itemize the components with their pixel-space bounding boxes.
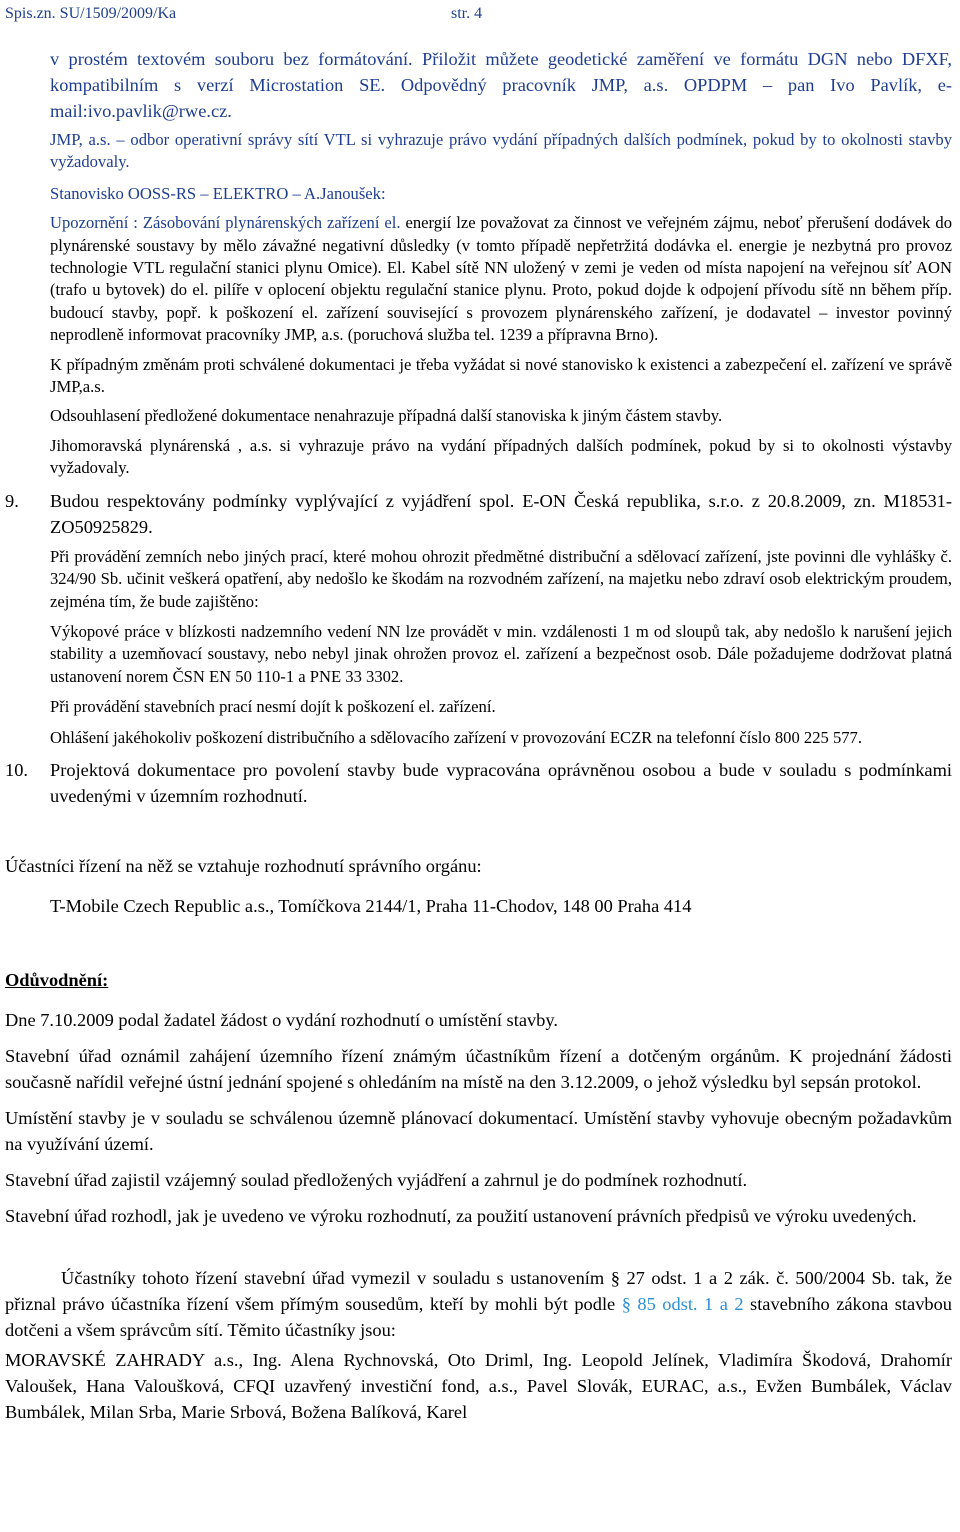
zmeny-paragraph: K případným změnám proti schválené dokumentaci je třeba vyžádat si nové stanovisko k existenci a zabezpečení el. zařízení ve správě JMP,a.s. (50, 354, 952, 397)
oduvodneni-paragraph: Umístění stavby je v souladu se schválenou územně plánovací dokumentací. Umístění stavby vyhovuje obecným požadavkům na využívání území. (5, 1107, 952, 1154)
oduvodneni-paragraph: Stavební úřad rozhodl, jak je uvedeno ve výroku rozhodnutí, za použití ustanovení právních předpisů ve výroku uvedených. (5, 1205, 917, 1226)
oduvodneni-heading: Odůvodnění: (5, 969, 109, 990)
item9-paragraph: Ohlášení jakéhokoliv poškození distribučního a sdělovacího zařízení v provozování ECZR na telefonní číslo 800 225 577. (50, 727, 862, 747)
list-item-9 (5, 488, 952, 540)
ucastnik-entry: T-Mobile Czech Republic a.s., Tomíčkova 2144/1, Praha 11-Chodov, 148 00 Praha 414 (50, 895, 692, 916)
upozorneni-text: energií lze považovat za činnost ve veřejném zájmu, neboť přerušení dodávek do plynárenské soustavy by mělo závažné negativní důsledky (v tomto případě nepřetržitá dodávka el. energie je nezbytná pro provoz technologie VTL regulační stanici plynu Omice). El. Kabel sítě NN uložený v zemi je veden od místa napojení na veřejnou síť AON (trafo u bytovek) do el. pilíře v oplocení objektu regulační stanice plynu. Proto, pokud dojde k odpojení přívodu sítě nn během příp. budoucí stavby, popř. k poškození el. zařízení související s provozem plynárenského zařízení, je dodavatel – investor povinný neprodleně informovat pracovníky JMP, a.s. (poruchová služba tel. 1239 a přípravna Brno). (50, 213, 953, 345)
item-text: Projektová dokumentace pro povolení stavby bude vypracována oprávněnou osobou a bude v souladu s podmínkami uvedenými v územním rozhodnutí. (50, 759, 952, 806)
odsouhlaseni-paragraph: Odsouhlasení předložené dokumentace nenahrazuje případná další stanoviska k jiným částem stavby. (50, 406, 723, 426)
jmp-paragraph: JMP, a.s. – odbor operativní správy sítí VTL si vyhrazuje právo vydání případných dalších podmínek, pokud by to okolnosti stavby vyžadovaly. (50, 130, 952, 172)
stanovisko-label: Stanovisko OOSS-RS – ELEKTRO – A.Janoušek: (50, 183, 386, 203)
oduvodneni-paragraph: Stavební úřad zajistil vzájemný soulad předložených vyjádření a zahrnul je do podmínek rozhodnutí. (5, 1169, 748, 1190)
ucastniky-paragraph (5, 1265, 952, 1343)
names-paragraph: MORAVSKÉ ZAHRADY a.s., Ing. Alena Rychnovská, Oto Driml, Ing. Leopold Jelínek, Vladimíra Škodová, Drahomír Valoušek, Hana Valoušková, CFQI uzavřený investiční fond, a.s., Pavel Slovák, EURAC, a.s., Evžen Bumbálek, Václav Bumbálek, Milan Srba, Marie Srbová, Božena Balíková, Karel (5, 1349, 952, 1422)
item-text: Budou respektovány podmínky vyplývající z vyjádření spol. E-ON Česká republika, s.r.o. z 20.8.2009, zn. M18531-ZO50925829. (50, 490, 952, 537)
oduvodneni-paragraph: Stavební úřad oznámil zahájení územního řízení známým účastníkům řízení a dotčeným orgánům. K projednání žádosti současně nařídil veřejné ústní jednání spojené s ohledáním na místě na den 3.12.2009, o jehož výsledku byl sepsán protokol. (5, 1045, 952, 1092)
item9-paragraph: Výkopové práce v blízkosti nadzemního vedení NN lze provádět v min. vzdálenosti 1 m od sloupů tak, aby nedošlo k narušení jejich stability a uzemňovací soustavy, nebo nebyl jinak ohrožen provoz el. zařízení a bezpečnost osob. Dále požadujeme dodržovat platná ustanovení norem ČSN EN 50 110-1 a PNE 33 3302. (50, 621, 952, 686)
ucastniky-text: Účastníky tohoto řízení stavební úřad vymezil v souladu s ustanovením § 27 odst. 1 a 2 zák. č. 500/2004 Sb. tak, že přiznal právo účastníka řízení všem přímým sousedům, kteří by mohli být podle (5, 1267, 952, 1314)
list-item-10 (5, 757, 952, 809)
item-number: 10. (5, 759, 28, 780)
intro-paragraph: v prostém textovém souboru bez formátování. Přiložit můžete geodetické zaměření ve formátu DGN nebo DFXF, kompatibilním s verzí Microstation SE. Odpovědný pracovník JMP, a.s. OPDPM – pan Ivo Pavlík, e-mail:ivo.pavlik@rwe.cz. (50, 49, 952, 121)
paragraph-85-link[interactable]: § 85 odst. 1 a 2 (621, 1293, 744, 1314)
upozorneni-prefix: Upozornění : Zásobování plynárenských zařízení el. (50, 213, 401, 233)
ucastnici-heading: Účastníci řízení na něž se vztahuje rozhodnutí správního orgánu: (5, 855, 482, 876)
jihomoravska-paragraph: Jihomoravská plynárenská , a.s. si vyhrazuje právo na vydání případných dalších podmínek, pokud by si to okolnosti výstavby vyžadovaly. (50, 435, 952, 478)
item9-paragraph: Při provádění stavebních prací nesmí dojít k poškození el. zařízení. (50, 697, 496, 717)
page-header (5, 4, 952, 24)
item9-paragraph: Při provádění zemních nebo jiných prací, které mohou ohrozit předmětné distribuční a sdělovací zařízení, jste povinni dle vyhlášky č. 324/90 Sb. učinit veškerá opatření, aby nedošlo ke škodám na rozvodném zařízení, na majetku nebo zdraví osob elektrickým proudem, zejména tím, že bude zajištěno: (50, 546, 952, 611)
oduvodneni-paragraph: Dne 7.10.2009 podal žadatel žádost o vydání rozhodnutí o umístění stavby. (5, 1009, 558, 1030)
page-number: str. 4 (451, 5, 483, 22)
file-reference: Spis.zn. SU/1509/2009/Ka (5, 5, 177, 22)
item-number: 9. (5, 490, 19, 511)
ucastniky-text: stavebního zákona stavbou dotčeni a všem správcům sítí. Těmito účastníky jsou: (5, 1293, 952, 1340)
upozorneni-paragraph (50, 212, 952, 346)
